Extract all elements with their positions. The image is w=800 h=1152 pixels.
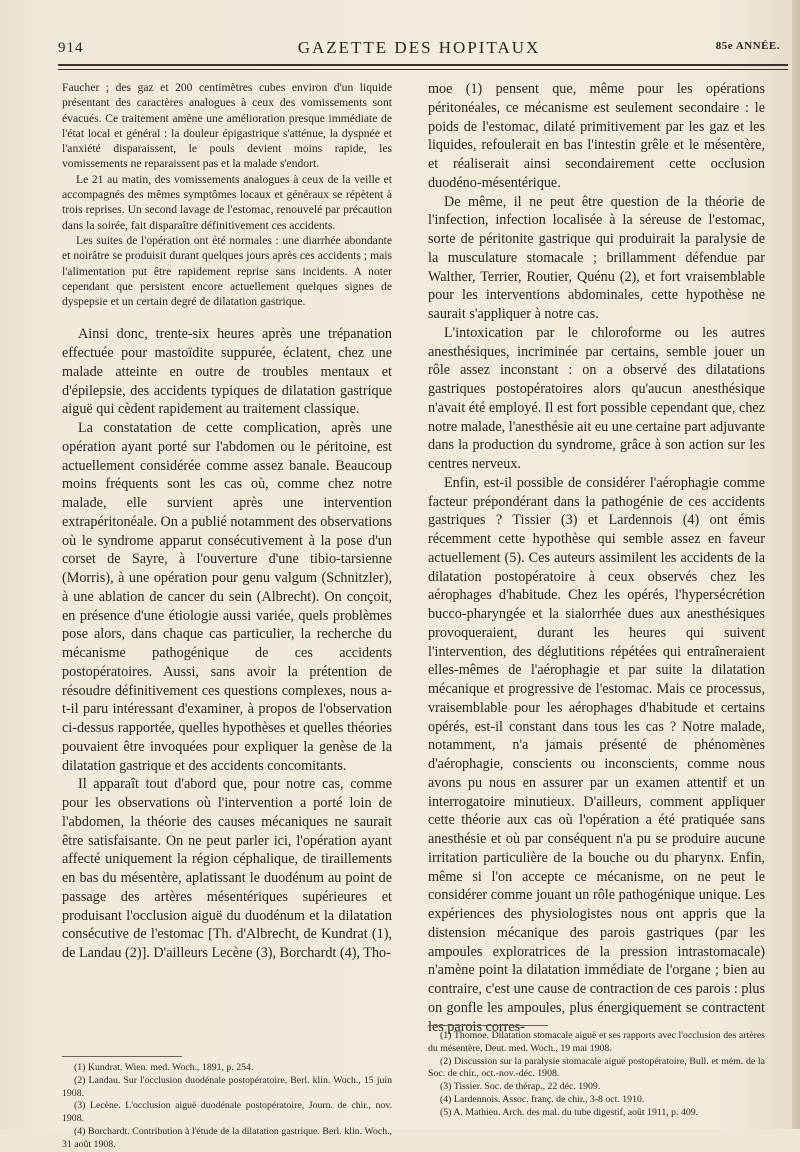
footnote: (2) Discussion sur la paralysie stomacale aiguë postopératoire, Bull. et mém. de la Soc. de chir., oct.-nov.-déc. 1908. bbox=[428, 1055, 765, 1080]
body-paragraph: De même, il ne peut être question de la théorie de l'infection, infection localisée à la séreuse de l'estomac, sorte de péritonite gastrique qui produirait la paralysie de la musculature stomacale ; brillamment défendue par Walther, Terrier, Routier, Quénu (2), et fort vraisemblable pour les interventions abdominales, cette hypothèse ne saurait s'appliquer à notre cas. bbox=[428, 193, 765, 322]
body-paragraph: Ainsi donc, trente-six heures après une trépanation effectuée pour mastoïdite suppurée, éclatent, chez une malade atteinte en outre de troubles mentaux et d'épilepsie, des accidents typiques de dilatation gastrique aiguë qui cèdent rapidement au traitement classique. bbox=[62, 326, 392, 418]
page-edge-shadow bbox=[792, 0, 800, 1129]
footnote: (2) Landau. Sur l'occlusion duodénale postopératoire, Berl. klin. Woch., 15 juin 1908. bbox=[62, 1074, 392, 1099]
journal-title: GAZETTE DES HOPITAUX bbox=[297, 38, 541, 57]
body-paragraph: La constatation de cette complication, après une opération ayant porté sur l'abdomen ou le péritoine, est actuellement considérée comme assez banale. Beaucoup moins fréquents sont les cas où, comme chez notre malade, elle survient après une intervention extrapéritonéale. On a publié notamment des observations où le syndrome apparut consécutivement à la pose d'un corset de Sayre, à l'ouverture d'une tibio-tarsienne (Morris), à une opération pour genu valgum (Schnitzler), à une ablation de cancer du sein (Albrecht). On conçoit, en présence d'une étiologie aussi variée, quels problèmes pose alors, dans chaque cas particulier, la recherche du mécanisme pathogénique de ces accidents postopératoires. Aussi, sans avoir la prétention de résoudre définitivement ces questions complexes, nous a-t-il paru intéressant d'examiner, à propos de l'observation ci-dessus rapportée, quelles hypothèses et quelles théories pouvaient être invoquées pour expliquer la genèse de la dilatation gastrique et des accidents concomitants. bbox=[62, 420, 392, 774]
left-body-text bbox=[62, 325, 392, 963]
header-rule-thin bbox=[58, 69, 788, 70]
observation-block bbox=[62, 80, 392, 309]
body-paragraph: Enfin, est-il possible de considérer l'aérophagie comme facteur prépondérant dans la pathogénie de ces accidents gastriques ? Tissier (3) et Lardennois (4) ont émis récemment cette hypothèse qui semble assez en faveur actuellement (5). Ces auteurs assimilent les accidents de la dilatation postopératoire à ceux observés chez les aérophages d'habitude. Chez les opérés, l'hypersécrétion bucco-pharyngée et la sialorrhée dues aux anesthésiques provoqueraient, durant les heures qui suivent l'intervention, des déglutitions répétées qui entraîneraient elles-mêmes de l'aérophagie et par suite la dilatation mécanique et progressive de l'estomac. Mais ce processus, vraisemblable pour les aérophages d'habitude et certains opérés, est-il constant dans tous les cas ? Notre malade, notamment, n'a jamais présenté de phénomènes d'aérophagie, conscients ou inconscients, comme nous avons pu nous en assurer par un examen attentif et un interrogatoire minutieux. D'ailleurs, comment appliquer cette théorie aux cas où l'opération a été pratiquée sans anesthésie et où par conséquent n'a pu se produire aucune irritation particulière de la bouche ou du pharynx. Enfin, même si l'on accepte ce mécanisme, on ne peut le considérer comme jouant un rôle pathogénique unique. Les expériences des physiologistes nous ont appris que la distension mécanique des parois gastriques (par les ampoules exploratrices de la pression intrastomacale) n'amène point la dilatation immédiate de l'organe ; bien au contraire, c'est une cause de contraction de ces parois : plus on gonfle les ampoules, plus énergiquement se contractent les parois corres- bbox=[428, 474, 766, 1035]
footnote: (1) Thomoe. Dilatation stomacale aiguë et ses rapports avec l'occlusion des artères du mésentère, Deut. med. Woch., 19 mai 1908. bbox=[428, 1030, 765, 1054]
edition-label: 85e ANNÉE. bbox=[715, 40, 780, 52]
header-rule-thick bbox=[58, 64, 788, 66]
body-paragraph: moe (1) pensent que, même pour les opérations péritonéales, ce mécanisme est seulement secondaire : le poids de l'estomac, dilaté primitivement par les gaz et les liquides, refoulerait en bas l'intestin grêle et le mésentère, et réaliserait ainsi secondairement cette occlusion duodéno-mésentérique. bbox=[428, 81, 765, 191]
left-column bbox=[62, 80, 392, 963]
section-gap bbox=[62, 309, 392, 325]
footnote: (4) Borchardt. Contribution à l'étude de la dilatation gastrique. Berl. klin. Woch., 31 août 1908. bbox=[62, 1125, 392, 1150]
body-paragraph: L'intoxication par le chloroforme ou les autres anesthésiques, incriminée par certains, semble jouer un rôle assez inconstant : on a observé des dilatations gastriques postopératoires alors qu'aucun anesthésique n'avait été employé. Il est fort possible cependant que, chez notre malade, l'anesthésie ait eu une certaine part adjuvante dans la production du syndrome, grâce à son action sur les centres nerveux. bbox=[428, 324, 766, 472]
footnote: (1) Kundrat. Wien. med. Woch., 1891, p. 254. bbox=[74, 1062, 254, 1073]
observation-paragraph: Le 21 au matin, des vomissements analogues à ceux de la veille et accompagnés des mêmes symptômes locaux et généraux se répètent à trois reprises. Un second lavage de l'estomac, renouvelé par précaution dans la soirée, fait disparaître définitivement ces accidents. bbox=[62, 172, 392, 232]
page-number: 914 bbox=[58, 40, 84, 56]
footnote: (3) Tissier. Soc. de thérap., 22 déc. 1909. bbox=[440, 1081, 601, 1093]
right-footnotes bbox=[428, 1030, 765, 1120]
observation-paragraph: Faucher ; des gaz et 200 centimètres cubes environ d'un liquide présentant des caractères analogues à ceux des vomissements sont évacués. Ce traitement amène une amélioration presque immédiate de l'état local et général : la douleur épigastrique s'atténue, la dyspnée et l'anxiété disparaissent, le pouls devient moins rapide, les vomissements ne reparaissent pas et la malade s'endort. bbox=[62, 81, 392, 171]
left-footnotes bbox=[62, 1062, 392, 1152]
footnote: (3) Lecène. L'occlusion aiguë duodénale postopératoire, Journ. de chir., nov. 1908. bbox=[62, 1100, 392, 1125]
observation-paragraph: Les suites de l'opération ont été normales : une diarrhée abondante et noirâtre se produisit durant quelques jours après ces accidents ; mais l'alimentation put être rapidement reprise sans incidents. A noter cependant que persistent encore actuellement quelques signes de dyspepsie et un certain degré de dilatation gastrique. bbox=[62, 233, 392, 309]
page-header bbox=[58, 36, 780, 60]
right-column bbox=[428, 80, 765, 1036]
footnote: (4) Lardennois. Assoc. franç. de chir., 3-8 oct. 1910. bbox=[440, 1093, 645, 1105]
right-body-text bbox=[428, 80, 765, 1036]
footnote-rule bbox=[62, 1056, 182, 1057]
footnote-rule bbox=[428, 1025, 548, 1026]
body-paragraph: Il apparaît tout d'abord que, pour notre cas, comme pour les observations où l'intervention a porté loin de l'abdomen, la théorie des causes mécaniques ne saurait être satisfaisante. On ne peut parler ici, l'opération ayant affecté uniquement la région céphalique, de tiraillements en bas du mésentère, aplatissant le duodénum au point de passage des artères mésentériques supérieures et produisant l'occlusion aiguë du duodénum et la dilatation consécutive de l'estomac [Th. d'Albrecht, de Kundrat (1), de Landau (2)]. D'ailleurs Lecène (3), Borchardt (4), Tho- bbox=[62, 776, 392, 962]
footnote: (5) A. Mathieu. Arch. des mal. du tube digestif, août 1911, p. 409. bbox=[440, 1106, 699, 1118]
